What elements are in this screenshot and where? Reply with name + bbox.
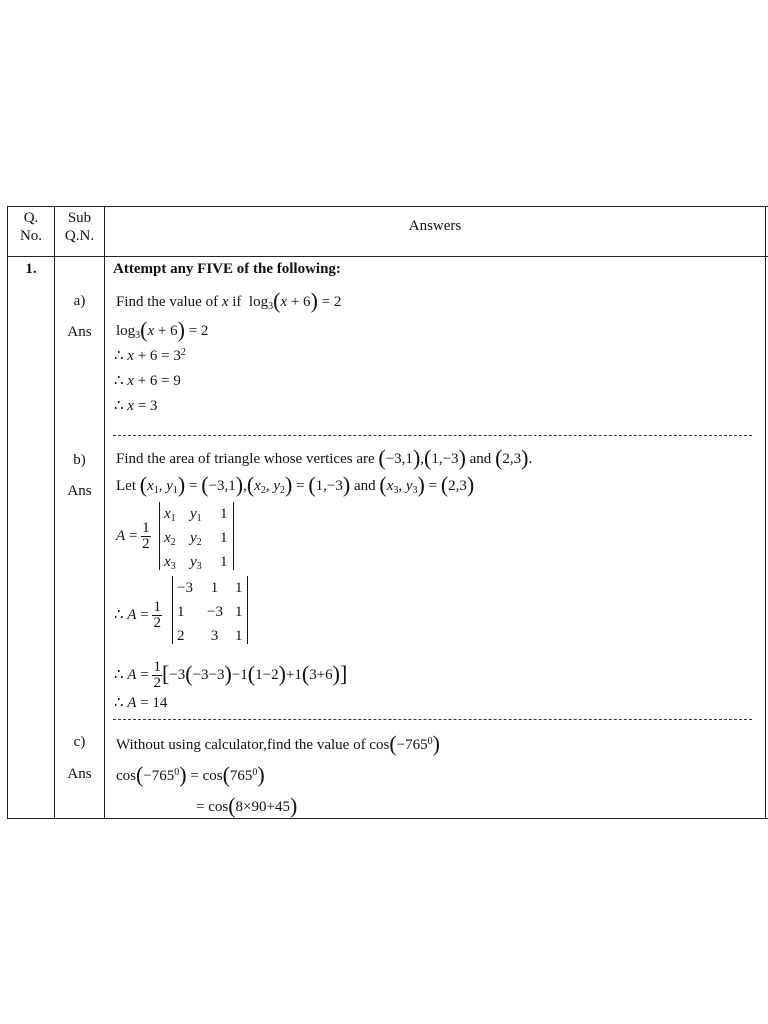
part-b-ans-label: Ans: [67, 483, 92, 499]
determinant-variables: $x_1$ $y_1$ 1 $x_2$ $y_2$ 1 $x_3$ $y_3$ 1: [159, 502, 234, 570]
part-c-step-1: $\cos(-765^0) = \cos(765^0)$: [116, 762, 265, 787]
header-qno-text: Q. No.: [19, 210, 43, 244]
part-c-question: Without using calculator,find the value of $\cos(-765^0)$: [116, 731, 440, 756]
part-b-label: b): [73, 452, 86, 468]
col-divider-2: [104, 206, 105, 819]
part-a-question: Find the value of x if $\log_3(x + 6) = 2$: [116, 288, 342, 313]
header-subqn-text: Sub Q.N.: [64, 210, 95, 244]
separator-b: [113, 719, 752, 720]
part-a-step-2: ∴ $x + 6 = 3^2$: [114, 347, 186, 364]
part-a-step-3: ∴ x + 6 = 9: [114, 373, 181, 389]
part-b-question: Find the area of triangle whose vertices are (−3,1),(1,−3) and (2,3).: [116, 445, 533, 470]
part-b-step-3-lhs: ∴ A = $\frac{1}{2}$: [114, 599, 161, 631]
separator-a: [113, 435, 752, 436]
col-left-border: [7, 206, 8, 819]
part-a-ans-label: Ans: [67, 324, 92, 340]
table-bottom-border: [7, 818, 768, 819]
part-a-step-1: $\log_3(x + 6) = 2$: [116, 317, 209, 342]
part-b-step-1: Let ($x_1$, $y_1) = (-3,1),(x_2$, $y_2) = (1,-3)$ and ($x_3$, $y_3) = (2,3)$: [116, 472, 475, 497]
table-top-border: [7, 206, 768, 207]
part-a-label: a): [73, 293, 86, 309]
header-answers: Answers: [408, 218, 462, 234]
part-c-step-2: = cos(8×90+45): [196, 793, 298, 818]
part-b-step-2-lhs: A = $\frac{1}{2}$: [116, 520, 150, 552]
part-b-step-4: ∴ A = $\frac{1}{2}$ [−3(−3−3)−1(1−2)+1(3+6)]: [114, 659, 348, 691]
header-qno: [8, 209, 54, 245]
part-c-ans-label: Ans: [67, 766, 92, 782]
determinant-values: −3 1 1 1 −3 1 2 3 1: [172, 576, 248, 644]
part-a-step-4: ∴ x = 3: [114, 398, 158, 414]
header-subqn: [55, 209, 104, 245]
col-right-border: [765, 206, 766, 819]
part-c-label: c): [73, 734, 86, 750]
question-instruction: Attempt any FIVE of the following:: [113, 261, 341, 277]
part-b-step-5: ∴ A = 14: [114, 695, 168, 711]
question-number: 1.: [25, 261, 37, 277]
header-bottom-border: [7, 256, 768, 257]
